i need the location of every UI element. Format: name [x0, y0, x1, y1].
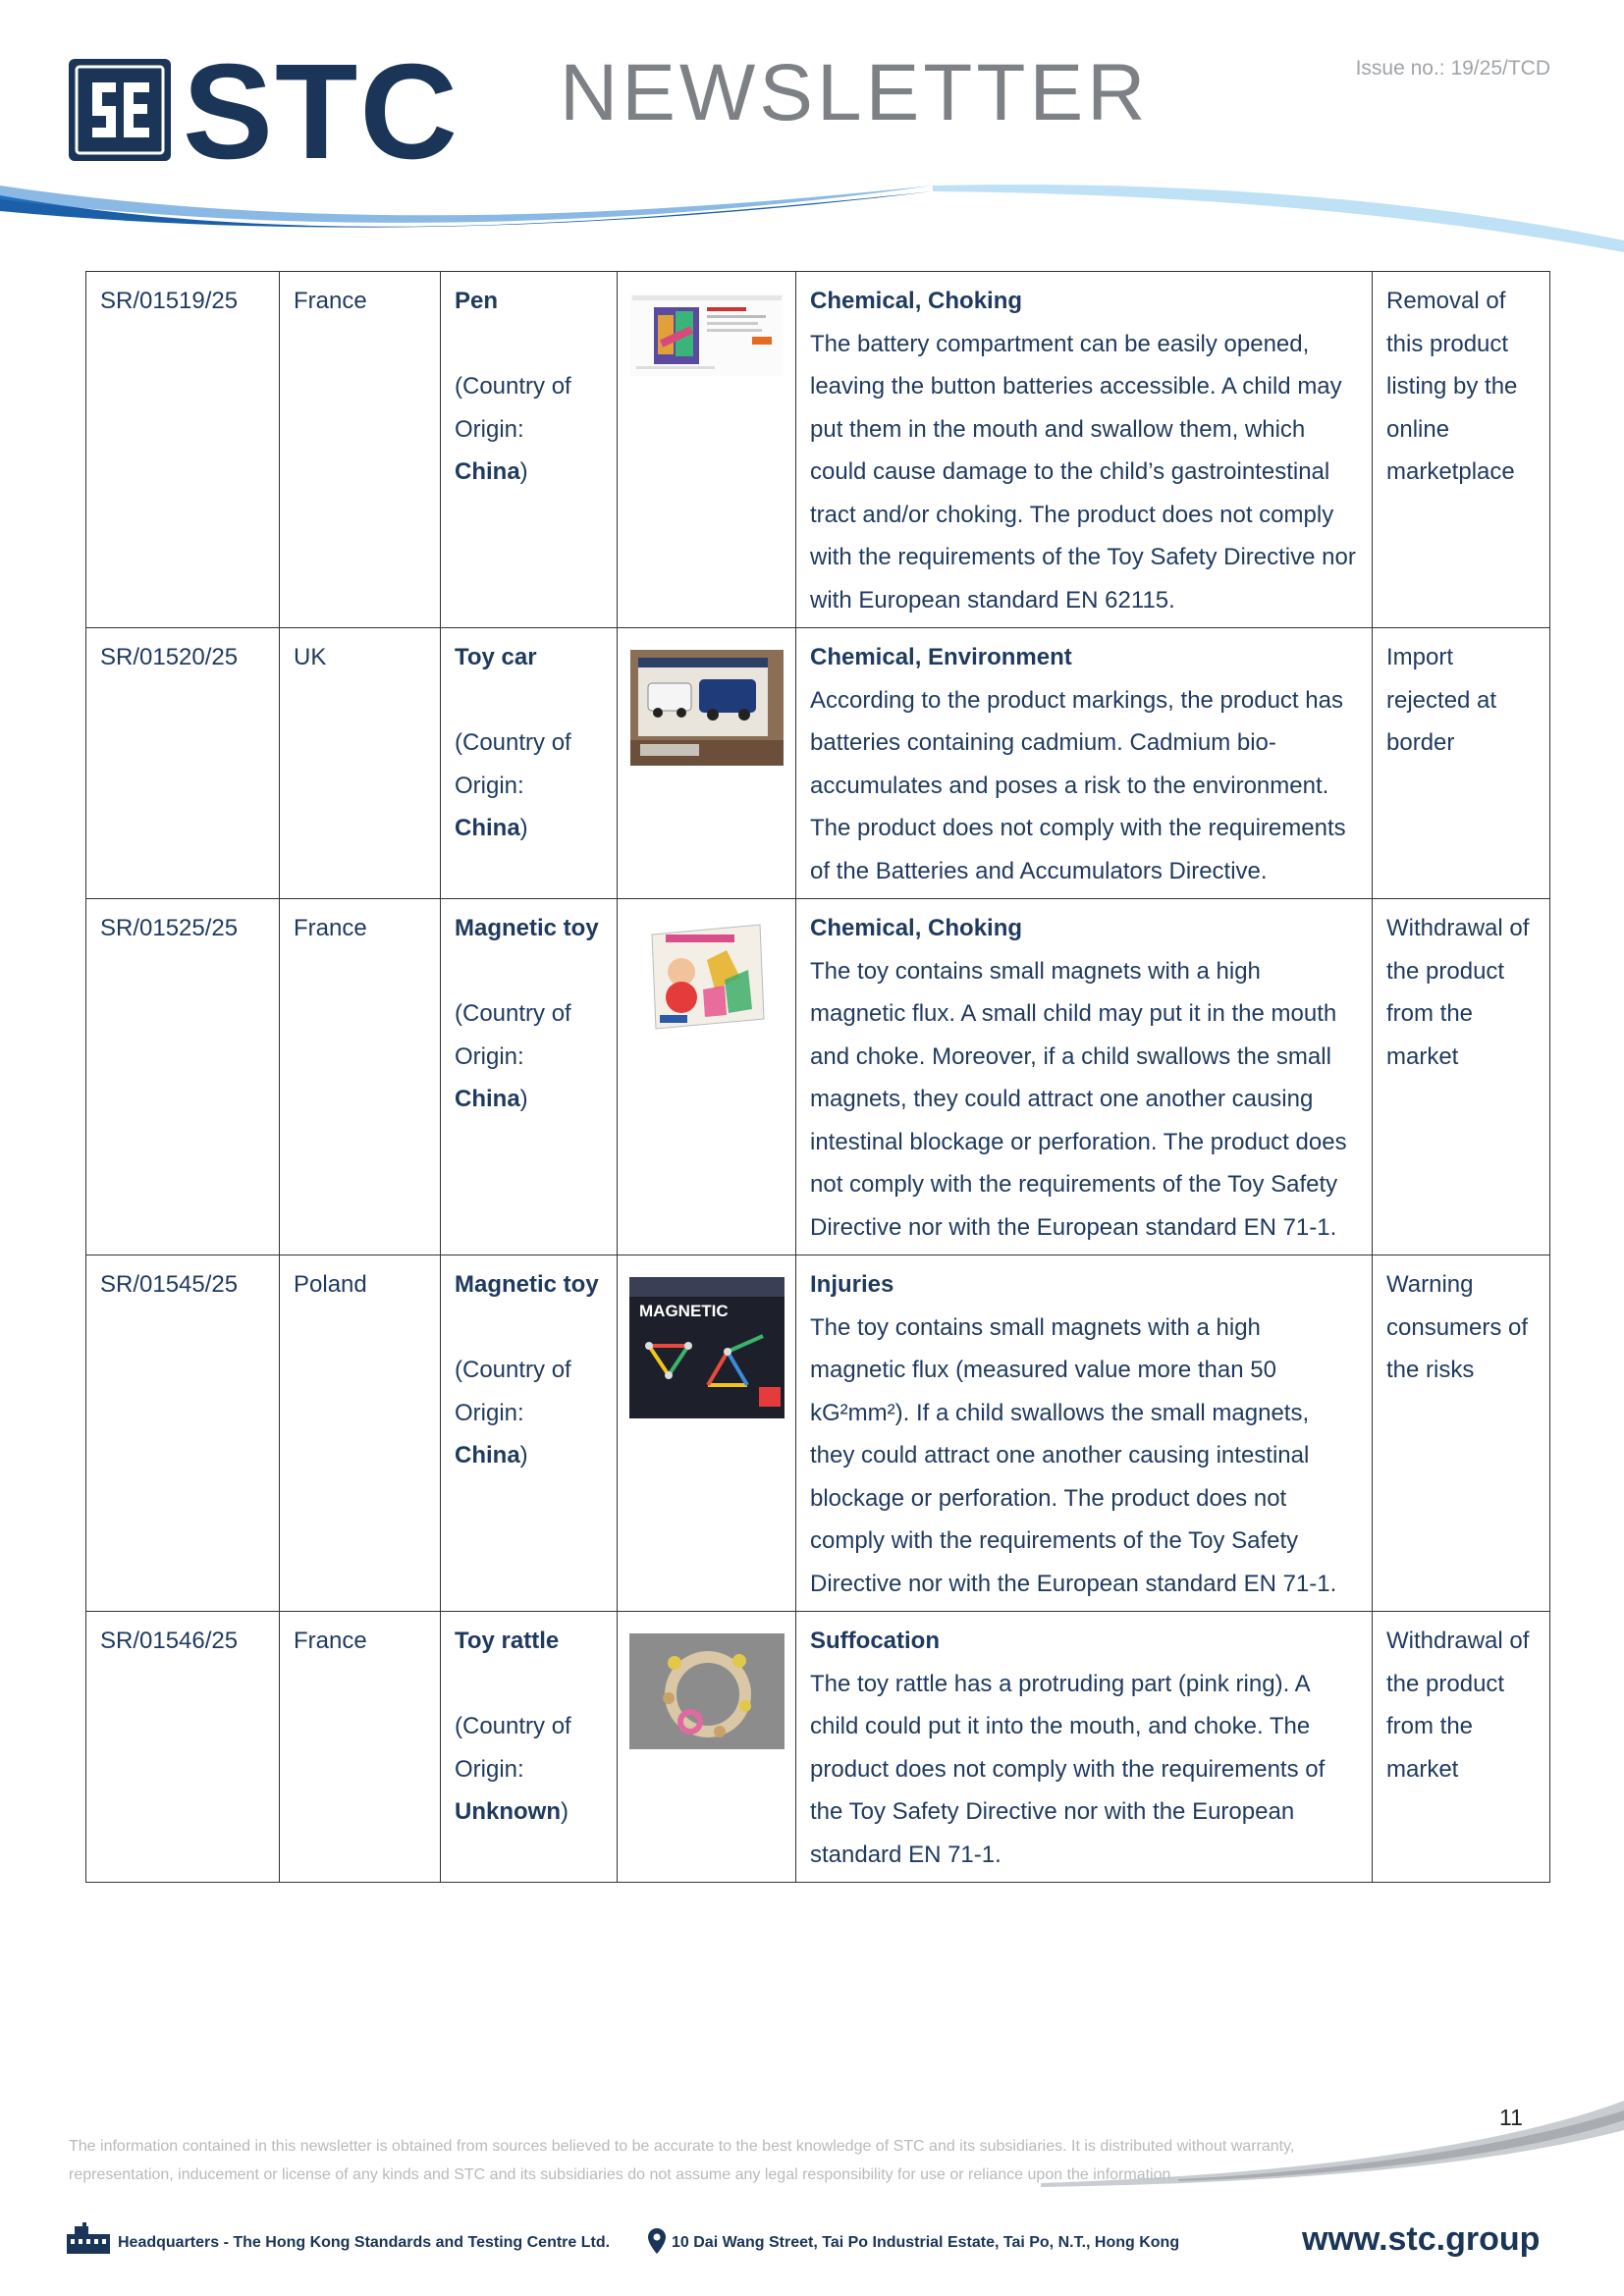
location-pin-icon: [648, 2228, 666, 2254]
risk-cell: [796, 1612, 1373, 1883]
origin-prefix: (Country of Origin:: [455, 729, 571, 799]
reference-cell: SR/01525/25: [86, 899, 280, 1255]
risk-cell: [796, 628, 1373, 899]
product-name: Pen: [455, 288, 499, 314]
product-image-cell: [618, 628, 796, 899]
origin-country: China: [455, 815, 520, 841]
country-of-origin: [455, 992, 603, 1121]
origin-suffix: ): [519, 458, 528, 485]
risk-title: Injuries: [810, 1271, 894, 1298]
table-row: [86, 628, 1550, 899]
product-name: Toy car: [455, 644, 537, 670]
origin-spacer: [455, 679, 603, 722]
risk-description: The toy rattle has a protruding part (pink ring). A child could put it into the mouth, and choke. The product does not comply with the requirements of the Toy Safety Directive nor with the European standard EN 71-1.: [810, 1670, 1326, 1868]
table-row: [86, 272, 1550, 628]
reference-cell: SR/01520/25: [86, 628, 280, 899]
origin-country: China: [455, 1086, 520, 1112]
magnetic-box-label: MAGNETIC: [638, 1302, 729, 1320]
origin-spacer: [455, 950, 603, 993]
origin-country: Unknown: [455, 1798, 561, 1825]
product-cell: [441, 628, 618, 899]
country-of-origin: [455, 1349, 603, 1477]
risk-title: Chemical, Choking: [810, 288, 1023, 314]
product-cell: [441, 899, 618, 1255]
product-cell: [441, 1255, 618, 1612]
country-cell: France: [280, 899, 441, 1255]
product-cell: [441, 1612, 618, 1883]
reference-cell: SR/01545/25: [86, 1255, 280, 1612]
measure-cell: Warning consumers of the risks: [1373, 1255, 1550, 1612]
toy-rattle-image: [629, 1633, 785, 1749]
country-cell: Poland: [280, 1255, 441, 1612]
country-cell: France: [280, 1612, 441, 1883]
product-name: Magnetic toy: [455, 915, 599, 941]
origin-suffix: ): [519, 1086, 528, 1112]
magnetic-sticks-image: [629, 1277, 785, 1418]
logo-text: STC: [183, 36, 460, 187]
risk-cell: [796, 899, 1373, 1255]
footer-contact: [65, 2222, 1557, 2258]
table-row: [86, 899, 1550, 1255]
page-header: [0, 0, 1624, 265]
country-cell: UK: [280, 628, 441, 899]
origin-suffix: ): [561, 1798, 568, 1825]
product-image-cell: [618, 1612, 796, 1883]
risk-description: The toy contains small magnets with a high magnetic flux (measured value more than 50 kG²mm²). If a child swallows the small magnets, they could attract one another causing intestinal blockage or perforation. The product does not comply with the requirements of the Toy Safety Directive nor with the European standard EN 71-1.: [810, 1313, 1337, 1597]
measure-cell: Removal of this product listing by the online marketplace: [1373, 272, 1550, 628]
measure-cell: Withdrawal of the product from the market: [1373, 1612, 1550, 1883]
product-image-cell: [618, 1255, 796, 1612]
product-name: Toy rattle: [455, 1628, 560, 1654]
product-cell: [441, 272, 618, 628]
country-of-origin: [455, 1705, 603, 1834]
product-name: Magnetic toy: [455, 1271, 599, 1298]
origin-country: China: [455, 458, 520, 485]
risk-description: The toy contains small magnets with a high magnetic flux. A small child may put it in the mouth and choke. Moreover, if a child swallows the small magnets, they could attract one another causing intestinal blockage or perforation. The product does not comply with the requirements of the Toy Safety Directive nor with the European standard EN 71-1.: [810, 957, 1347, 1241]
origin-spacer: [455, 1307, 603, 1350]
origin-prefix: (Country of Origin:: [455, 1000, 571, 1070]
risk-title: Suffocation: [810, 1628, 940, 1654]
page-number: 11: [1499, 2105, 1523, 2130]
country-of-origin: [455, 721, 603, 850]
origin-prefix: (Country of Origin:: [455, 373, 571, 443]
country-of-origin: [455, 365, 603, 494]
measure-cell: Import rejected at border: [1373, 628, 1550, 899]
risk-cell: [796, 1255, 1373, 1612]
reference-cell: SR/01519/25: [86, 272, 280, 628]
reference-cell: SR/01546/25: [86, 1612, 280, 1883]
pen-listing-image: [630, 294, 784, 376]
toy-car-image: [630, 650, 784, 766]
risk-description: According to the product markings, the product has batteries containing cadmium. Cadmium bio-accumulates and poses a risk to the environment. The product does not comply with the requirements of the Batteries and Accumulators Directive.: [810, 686, 1346, 884]
product-image-cell: [618, 272, 796, 628]
risk-title: Chemical, Choking: [810, 915, 1023, 941]
product-image-cell: [618, 899, 796, 1255]
stc-logo: [67, 36, 460, 187]
country-cell: France: [280, 272, 441, 628]
building-icon: [65, 2222, 112, 2254]
disclaimer-text: The information contained in this newsletter is obtained from sources believed to be accurate to the best knowledge of STC and its subsidiaries. It is distributed without warranty, representation, inducement or license of any kinds and STC and its subsidiaries do not assume any legal responsibility for use or reliance upon the information.: [69, 2138, 1295, 2183]
stc-logo-mark-icon: [67, 57, 173, 163]
origin-spacer: [455, 323, 603, 366]
risk-description: The battery compartment can be easily opened, leaving the button batteries accessible. A child may put them in the mouth and swallow them, which could cause damage to the child’s gastrointestinal tract and/or choking. The product does not comply with the requirements of the Toy Safety Directive nor with European standard EN 62115.: [810, 330, 1356, 614]
origin-suffix: ): [519, 815, 528, 841]
newsletter-title: NEWSLETTER: [560, 48, 1150, 137]
headquarters-label: Headquarters - The Hong Kong Standards and Testing Centre Ltd.: [118, 2234, 611, 2251]
header-swoosh: [0, 182, 1624, 255]
risk-cell: [796, 272, 1373, 628]
issue-number: Issue no.: 19/25/TCD: [1355, 57, 1550, 80]
origin-spacer: [455, 1663, 603, 1706]
address-text: 10 Dai Wang Street, Tai Po Industrial Estate, Tai Po, N.T., Hong Kong: [672, 2234, 1180, 2251]
safety-records-table: [85, 271, 1550, 1883]
website-link[interactable]: www.stc.group: [1302, 2220, 1541, 2258]
origin-prefix: (Country of Origin:: [455, 1357, 571, 1426]
risk-title: Chemical, Environment: [810, 644, 1072, 670]
table-row: [86, 1255, 1550, 1612]
magnetic-tiles-image: [646, 921, 768, 1031]
origin-suffix: ): [519, 1442, 528, 1468]
measure-cell: Withdrawal of the product from the market: [1373, 899, 1550, 1255]
origin-prefix: (Country of Origin:: [455, 1713, 571, 1783]
origin-country: China: [455, 1442, 520, 1468]
table-row: [86, 1612, 1550, 1883]
